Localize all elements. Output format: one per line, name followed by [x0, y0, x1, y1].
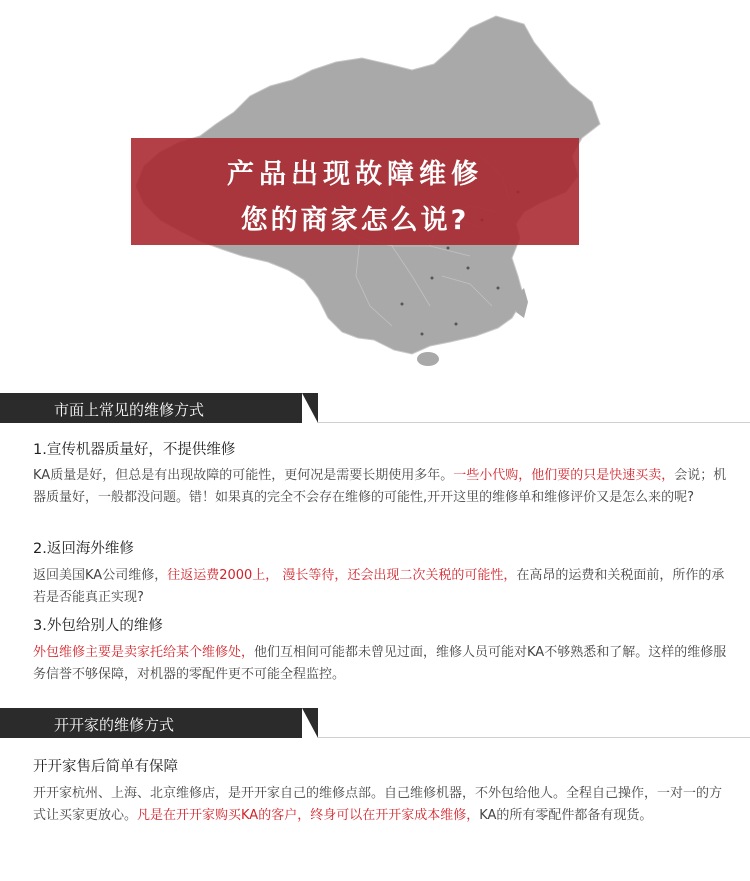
text-segment: 会说；机器质量好，一般都没问题。错！如果真的完全不会存在维修的可能性,开开这里的维修单和维修评价又是怎么来的呢?	[33, 468, 727, 505]
item-paragraph	[33, 783, 733, 827]
headline-line-1: 产品出现故障维修	[227, 159, 483, 190]
section-header-ours	[0, 708, 318, 738]
item-paragraph	[33, 565, 733, 609]
section-title: 开开家的维修方式	[54, 716, 175, 734]
highlight-text: 外包维修主要是卖家托给某个维修处，	[33, 645, 255, 660]
map-hainan	[417, 352, 439, 366]
text-segment: 开开家杭州、上海、北京维修店，是开开家自己的维修点部。自己维修机器，不外包给他人。全程自己操作，一对一的方式让买家更放心。	[33, 786, 723, 823]
highlight-text: 凡是在开开家购买KA的客户，终身可以在开开家成本维修，	[137, 808, 480, 823]
highlight-text: 往返运费2000上， 漫长等待，还会出现二次关税的可能性，	[167, 568, 517, 583]
hero-area	[0, 0, 750, 385]
text-segment: 返回美国KA公司维修，	[33, 568, 168, 583]
text-segment: 他们互相间可能都未曾见过面，维修人员可能对KA不够熟悉和了解。这样的维修服务信誉不够保障，对机器的零配件更不可能全程监控。	[33, 645, 727, 682]
item-heading: 3.外包给别人的维修	[33, 618, 163, 634]
text-segment: KA质量是好，但总是有出现故障的可能性，更何况是需要长期使用多年。	[33, 468, 454, 483]
item-paragraph	[33, 642, 733, 686]
item-paragraph	[33, 465, 733, 509]
text-segment: 在高昂的运费和关税面前，所作的承若是否能真正实现?	[33, 568, 725, 605]
item-heading: 2.返回海外维修	[33, 541, 134, 557]
text-segment: KA的所有零配件都备有现货。	[479, 808, 653, 823]
item-heading: 开开家售后简单有保障	[33, 759, 178, 775]
headline-banner	[131, 138, 579, 245]
headline-line-2: 您的商家怎么说?	[240, 205, 470, 236]
section-header-market	[0, 393, 318, 423]
highlight-text: 一些小代购，他们要的只是快速买卖，	[453, 468, 675, 483]
item-heading: 1.宣传机器质量好，不提供维修	[33, 442, 236, 458]
header-tab-tail	[302, 708, 318, 738]
section-title: 市面上常见的维修方式	[54, 401, 205, 419]
header-tab-tail	[302, 393, 318, 423]
